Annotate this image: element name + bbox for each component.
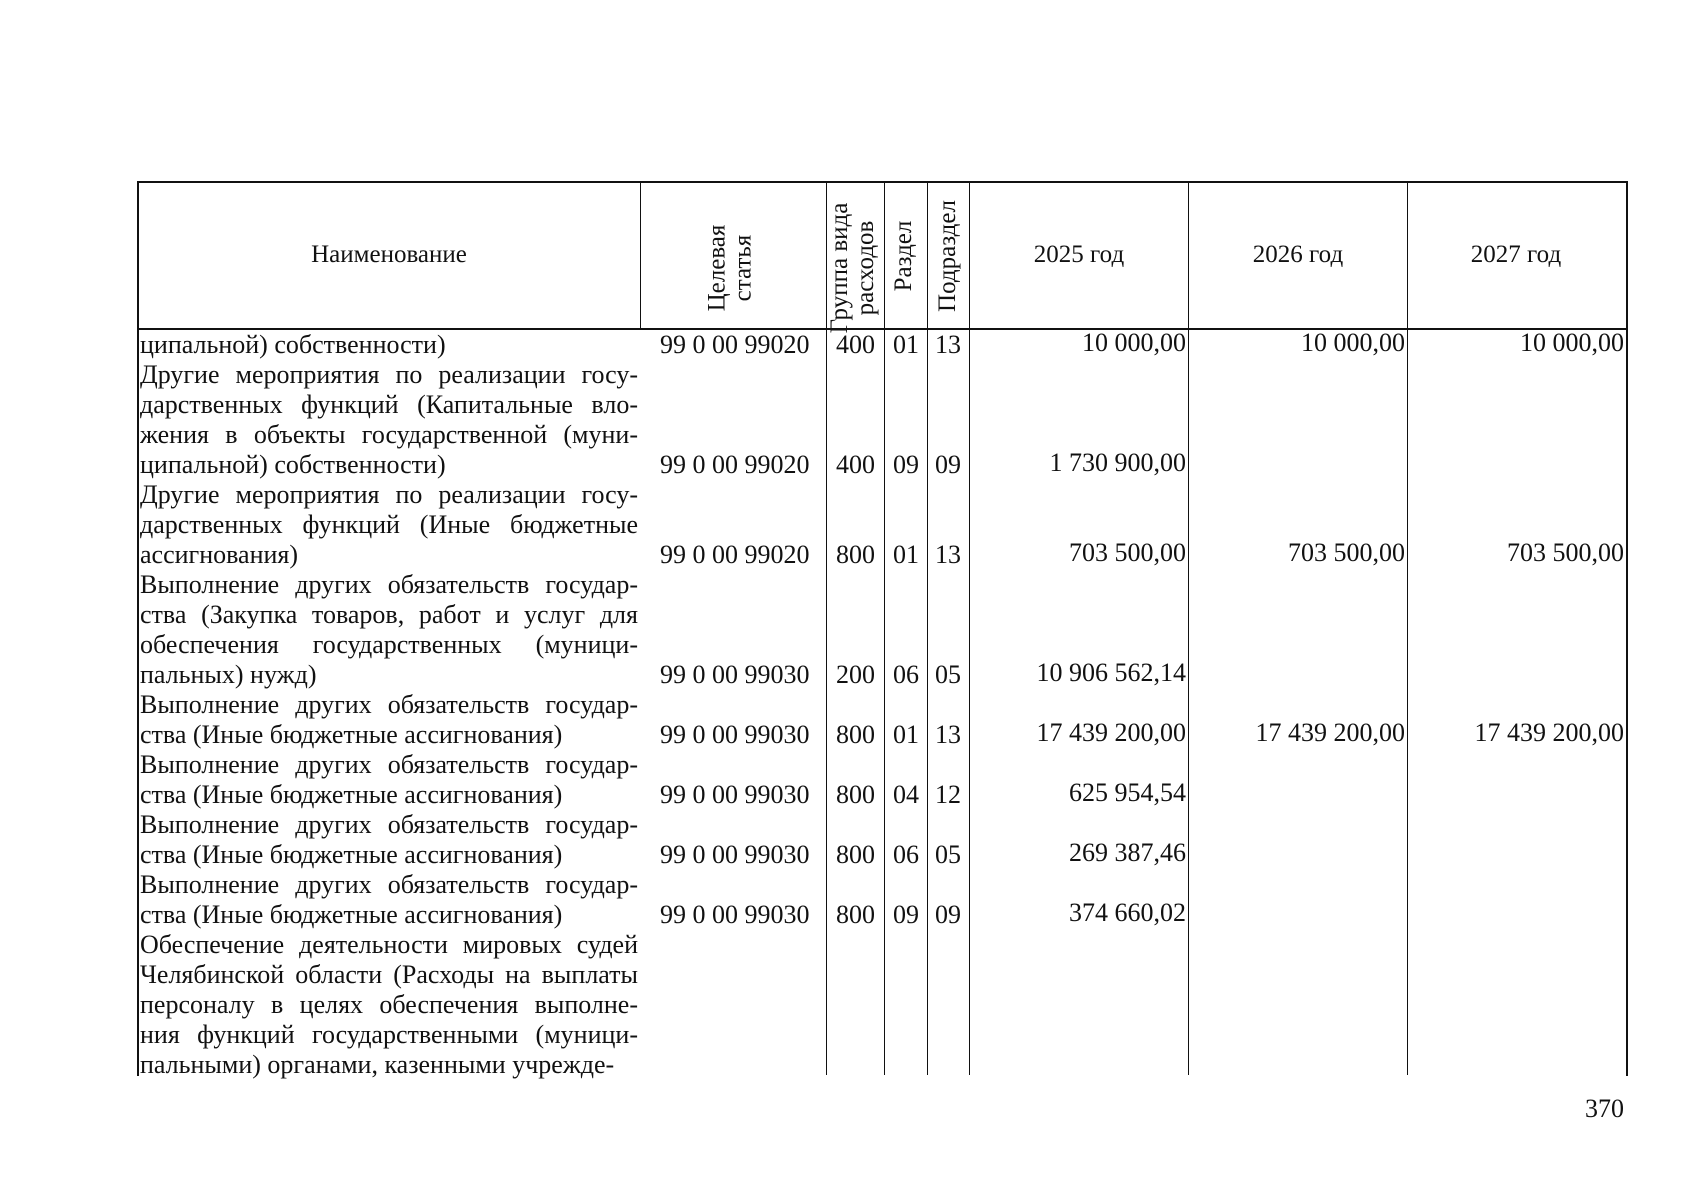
row-name [140,750,638,810]
row-name [140,480,638,570]
header-year-2027: 2027 год [1470,241,1562,268]
col-divider [927,182,928,1075]
row-name-line: Выполнение других обязательств государ- [140,750,638,779]
row-name-line: Другие мероприятия по реализации госу- [140,360,638,389]
row-name [140,870,638,930]
row-section: 09 [893,450,919,479]
row-subsection: 13 [935,720,961,749]
header-name: Наименование [311,241,467,268]
row-amount-y2027: 703 500,00 [1507,538,1624,567]
row-name-line: ассигнования) [140,540,299,569]
row-group: 800 [836,900,875,929]
row-name [140,330,638,360]
row-code: 99 0 00 99020 [660,540,810,569]
col-divider [1407,182,1408,1075]
row-name-line: дарственных функций (Иные бюджетные [140,510,638,539]
row-amount-y2025: 17 439 200,00 [1036,718,1186,747]
row-name [140,690,638,750]
row-section: 09 [893,900,919,929]
row-amount-y2025: 269 387,46 [1069,838,1186,867]
row-subsection: 13 [935,540,961,569]
row-name-line: персоналу в целях обеспечения выполне- [140,990,638,1019]
header-subsection: Подраздел [934,200,961,312]
row-subsection: 09 [935,450,961,479]
row-section: 06 [893,840,919,869]
row-name-line: Другие мероприятия по реализации госу- [140,480,638,509]
row-section: 01 [893,540,919,569]
row-code: 99 0 00 99030 [660,900,810,929]
row-amount-y2025: 10 906 562,14 [1036,658,1186,687]
row-amount-y2025: 1 730 900,00 [1049,448,1186,477]
row-name-line: обеспечения государственных (муници- [140,630,638,659]
row-group: 800 [836,840,875,869]
row-amount-y2025: 703 500,00 [1069,538,1186,567]
row-name [140,810,638,870]
row-name-line: Выполнение других обязательств государ- [140,810,638,839]
row-name-line: ства (Иные бюджетные ассигнования) [140,840,563,869]
page-number: 370 [1585,1094,1624,1123]
row-code: 99 0 00 99030 [660,840,810,869]
row-amount-y2027: 17 439 200,00 [1474,718,1624,747]
row-subsection: 09 [935,900,961,929]
header-year-2026: 2026 год [1252,241,1344,268]
row-amount-y2025: 10 000,00 [1082,328,1186,357]
col-divider [884,182,885,1075]
row-code: 99 0 00 99030 [660,780,810,809]
row-name-line: Обеспечение деятельности мировых судей [140,930,638,959]
row-name-line: ния функций государственными (муници- [140,1020,638,1049]
row-name-line: дарственных функций (Капитальные вло- [140,390,638,419]
row-name-line: ства (Иные бюджетные ассигнования) [140,780,563,809]
row-group: 800 [836,540,875,569]
row-group: 400 [836,450,875,479]
header-year-2025: 2025 год [1033,241,1125,268]
row-amount-y2025: 625 954,54 [1069,778,1186,807]
row-group: 400 [836,330,875,359]
row-name-line: Челябинской области (Расходы на выплаты [140,960,638,989]
row-subsection: 13 [935,330,961,359]
header-expense-group: Группа вида расходов [826,202,879,334]
row-section: 06 [893,660,919,689]
row-section: 04 [893,780,919,809]
col-divider [969,182,970,1075]
row-subsection: 05 [935,840,961,869]
row-name [140,360,638,480]
row-code: 99 0 00 99030 [660,720,810,749]
row-group: 200 [836,660,875,689]
row-name-line: ципальной) собственности) [140,330,446,359]
row-amount-y2026: 17 439 200,00 [1255,718,1405,747]
row-name [140,570,638,690]
col-divider [640,182,641,330]
row-code: 99 0 00 99020 [660,330,810,359]
row-name-line: жения в объекты государственной (муни- [140,420,638,449]
row-name-line: ципальной) собственности) [140,450,446,479]
row-group: 800 [836,720,875,749]
row-name-line: пальных) нужд) [140,660,317,689]
row-code: 99 0 00 99030 [660,660,810,689]
row-name-line: ства (Иные бюджетные ассигнования) [140,900,563,929]
header-section: Раздел [890,220,917,292]
row-amount-y2026: 703 500,00 [1288,538,1405,567]
col-divider [1188,182,1189,1075]
row-section: 01 [893,330,919,359]
row-name-line: ства (Иные бюджетные ассигнования) [140,720,563,749]
row-subsection: 05 [935,660,961,689]
row-name-line: Выполнение других обязательств государ- [140,570,638,599]
row-amount-y2027: 10 000,00 [1520,328,1624,357]
row-section: 01 [893,720,919,749]
row-name-line: пальными) органами, казенными учрежде- [140,1050,615,1079]
row-amount-y2026: 10 000,00 [1301,328,1405,357]
row-group: 800 [836,780,875,809]
row-name-line: ства (Закупка товаров, работ и услуг для [140,600,638,629]
row-subsection: 12 [935,780,961,809]
row-amount-y2025: 374 660,02 [1069,898,1186,927]
header-target-article: Целевая статья [703,224,757,312]
row-code: 99 0 00 99020 [660,450,810,479]
row-name-line: Выполнение других обязательств государ- [140,870,638,899]
row-name-line: Выполнение других обязательств государ- [140,690,638,719]
row-name [140,930,638,1080]
